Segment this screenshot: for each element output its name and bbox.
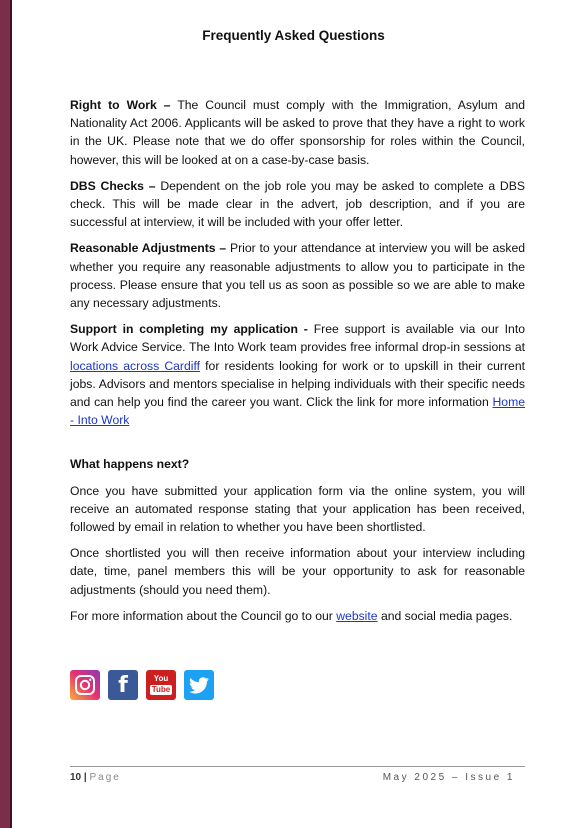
youtube-icon[interactable] [146, 670, 176, 700]
paragraph-right-to-work [70, 96, 525, 169]
heading-right-to-work: Right to Work – [70, 98, 171, 112]
twitter-icon[interactable] [184, 670, 214, 700]
heading-what-happens-next [70, 455, 525, 473]
text-next-3a: For more information about the Council go to our [70, 608, 337, 623]
youtube-text-top: You [153, 674, 169, 683]
footer-divider [70, 766, 525, 767]
paragraph-next-3 [70, 607, 525, 625]
document-body [70, 96, 525, 633]
facebook-glyph: f [118, 672, 128, 698]
footer-page-word: Page [89, 772, 121, 783]
text-right-to-work: The Council must comply with the Immigration, Asylum and Nationality Act 2006. Applicants will be asked to prove that they have a right to work in the UK. Please note that we do offer sponsorship for roles within the Council, however, this will be looked at on a case-by-case basis. [70, 98, 525, 167]
link-website[interactable]: website [336, 608, 378, 623]
heading-dbs: DBS Checks – [70, 178, 156, 193]
paragraph-adjustments [70, 239, 525, 312]
page-title: Frequently Asked Questions [202, 28, 385, 43]
paragraph-next-1: Once you have submitted your application form via the online system, you will receive an automated response stating that your application has been received, followed by email in relation to whether you have been shortlisted. [70, 483, 525, 535]
heading-adjustments: Reasonable Adjustments – [70, 241, 227, 256]
facebook-icon[interactable] [108, 670, 138, 700]
paragraph-dbs [70, 177, 525, 232]
text-next-3b: and social media pages. [377, 608, 513, 623]
text-support-2: for residents looking for work or to upskill in their current jobs. Advisors and mentors specialise in helping individuals with their specific needs and can help you find the career you want. Click the link for more information [70, 358, 525, 410]
link-locations-across-cardiff[interactable]: locations across Cardiff [70, 358, 200, 373]
text-dbs: Dependent on the job role you may be asked to complete a DBS check. This will be made clear in the advert, job description, and if you are successful at interview, it will be included with your offer letter. [70, 178, 525, 230]
text-support-1: Free support is available via our Into Work Advice Service. The Into Work team provides free informal drop-in sessions at [70, 322, 525, 355]
social-media-icons [70, 670, 214, 700]
footer-issue: May 2025 – Issue 1 [382, 772, 515, 783]
heading-next-text: What happens next? [70, 457, 190, 472]
youtube-text-bottom: Tube [151, 685, 171, 694]
paragraph-next-2: Once shortlisted you will then receive information about your interview including date, time, panel members this will be your opportunity to ask for reasonable adjustments (should you need them). [70, 546, 525, 597]
text-adjustments: Prior to your attendance at interview you will be asked whether you require any reasonable adjustments to allow you to participate in the process. Please ensure that you tell us as soon as possible so we are able to make any necessary adjustments. [70, 241, 525, 311]
footer-page-label [70, 772, 121, 783]
side-accent-bar [0, 0, 12, 828]
instagram-icon[interactable] [70, 670, 100, 700]
link-home-into-work[interactable]: Home - Into Work [70, 395, 525, 428]
footer-page-number: 10 [70, 772, 82, 783]
footer-separator: | [81, 772, 90, 783]
paragraph-support [70, 320, 525, 429]
heading-support: Support in completing my application - [70, 322, 308, 337]
